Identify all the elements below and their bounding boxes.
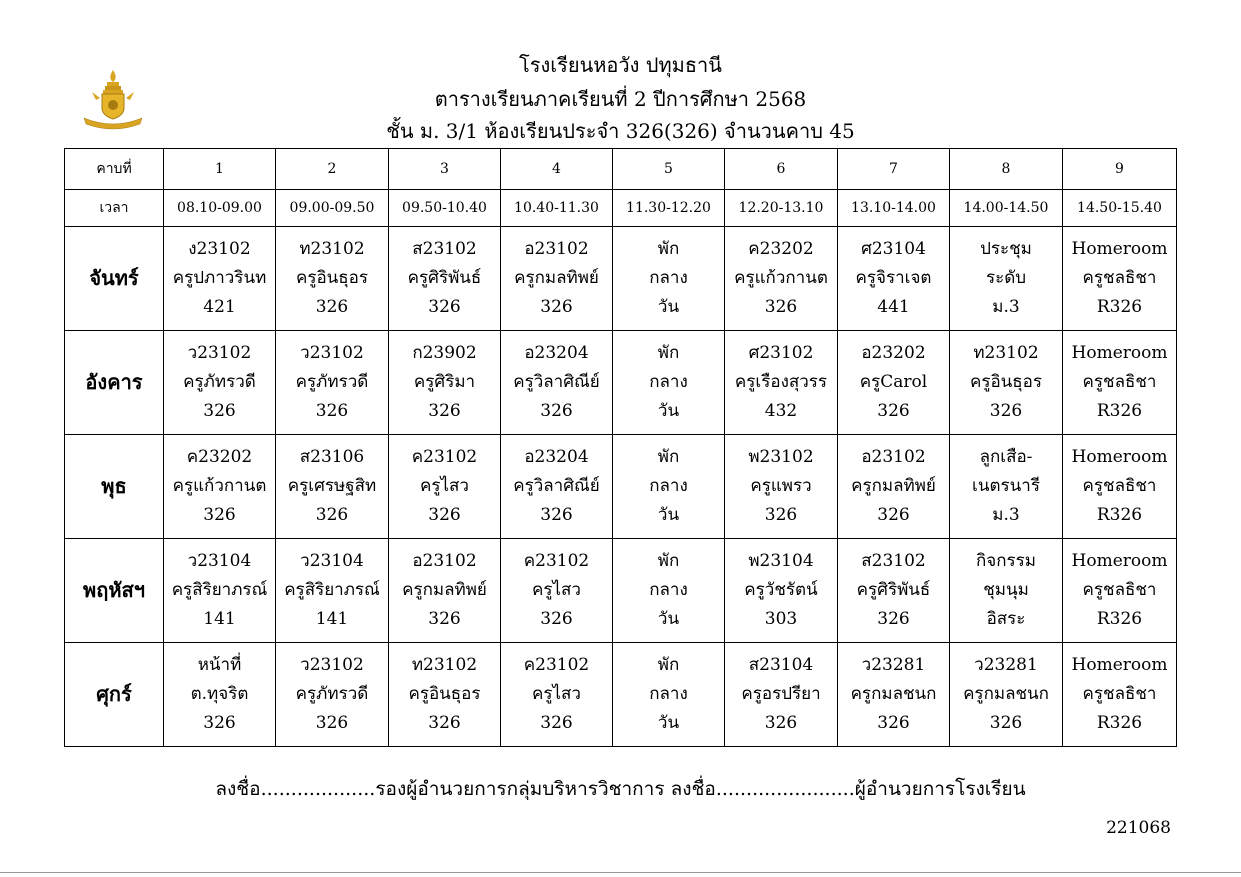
room-number: 326 [877, 609, 910, 629]
class-cell [613, 331, 725, 435]
class-cell [164, 227, 276, 331]
teacher-name: ต.ทุจริต [190, 684, 249, 704]
room-number: 326 [764, 505, 798, 525]
subject-code: ศ23102 [748, 343, 814, 363]
class-cell [276, 227, 389, 331]
teacher-name: ครูเศรษฐสิท [287, 476, 377, 496]
teacher-name: ครูวิลาศิณีย์ [513, 372, 600, 392]
room-number: 326 [540, 713, 573, 733]
class-cell [389, 539, 501, 643]
teacher-name: ครูไสว [420, 476, 469, 496]
room-number: R326 [1096, 505, 1143, 525]
room-number: 326 [428, 713, 461, 733]
day-name: พฤหัสฯ [65, 539, 164, 643]
class-cell [276, 331, 389, 435]
class-cell [501, 643, 613, 747]
class-cell [389, 331, 501, 435]
period-time: 08.10-09.00 [164, 190, 276, 227]
subject-code: ส23102 [861, 551, 926, 571]
timetable [64, 148, 1177, 747]
period-number: 2 [276, 149, 389, 190]
subject-code: อ23204 [524, 447, 589, 467]
subject-code: ค23102 [411, 447, 478, 467]
room-number: 141 [315, 609, 349, 629]
subject-code: ว23102 [187, 343, 252, 363]
room-number: 326 [764, 713, 798, 733]
class-cell [725, 539, 838, 643]
class-cell [276, 435, 389, 539]
subject-code: ท23102 [973, 343, 1039, 363]
class-cell [725, 331, 838, 435]
teacher-name: ครูแก้วกานต [734, 268, 828, 288]
period-row [65, 149, 1177, 190]
school-name: โรงเรียนหอวัง ปทุมธานี [519, 53, 722, 77]
period-number: 5 [613, 149, 725, 190]
room-number: 432 [764, 401, 798, 421]
subject-code: Homeroom [1071, 551, 1168, 571]
subject-code: ค23102 [523, 655, 590, 675]
period-time: 14.00-14.50 [950, 190, 1063, 227]
class-cell [950, 435, 1063, 539]
period-time: 13.10-14.00 [838, 190, 950, 227]
period-number: 4 [501, 149, 613, 190]
class-cell [950, 227, 1063, 331]
teacher-name: ครูภัทรวดี [183, 372, 256, 392]
room-number: R326 [1096, 713, 1143, 733]
room-number: R326 [1096, 297, 1143, 317]
room-number: วัน [657, 505, 680, 525]
period-number: 6 [725, 149, 838, 190]
room-number: 326 [540, 401, 573, 421]
period-number: 9 [1063, 149, 1177, 190]
teacher-name: ครูCarol [859, 372, 928, 392]
room-number: 326 [315, 505, 349, 525]
period-number: 3 [389, 149, 501, 190]
subject-code: ส23104 [748, 655, 814, 675]
room-number: 326 [428, 609, 461, 629]
subject-code: Homeroom [1071, 239, 1168, 259]
room-number: 326 [877, 505, 910, 525]
teacher-name: ครูเรืองสุวรร [734, 372, 828, 392]
teacher-name: ครูกมลชนก [850, 684, 937, 704]
class-cell [1063, 435, 1177, 539]
room-number: วัน [657, 713, 680, 733]
class-cell [501, 331, 613, 435]
teacher-name: กลาง [649, 268, 688, 288]
class-cell [838, 643, 950, 747]
room-number: 326 [315, 297, 349, 317]
class-cell [389, 643, 501, 747]
period-number: 1 [164, 149, 276, 190]
period-time: 11.30-12.20 [613, 190, 725, 227]
day-name: พุธ [65, 435, 164, 539]
class-cell [1063, 227, 1177, 331]
room-number: 326 [877, 401, 910, 421]
day-name: ศุกร์ [65, 643, 164, 747]
teacher-name: ครูกมลทิพย์ [851, 476, 936, 496]
period-number: 8 [950, 149, 1063, 190]
subject-code: ท23102 [299, 239, 365, 259]
teacher-name: ครูภัทรวดี [295, 684, 369, 704]
room-number: 326 [764, 297, 798, 317]
room-number: วัน [657, 401, 680, 421]
day-row [65, 643, 1177, 747]
room-number: 326 [203, 713, 236, 733]
subject-code: ว23104 [187, 551, 252, 571]
teacher-name: ครูศิริมา [413, 372, 476, 392]
subject-code: ท23102 [411, 655, 478, 675]
signature-line: ลงชื่อ...................รองผู้อำนวยการกลุ่มบริหารวิชาการ ลงชื่อ.......................ผู้อำนวยการโรงเรียน [215, 778, 1026, 800]
teacher-name: ครูไสว [532, 580, 581, 600]
room-number: 326 [540, 297, 573, 317]
subject-code: ค23102 [523, 551, 590, 571]
subject-code: Homeroom [1071, 447, 1168, 467]
period-time: 14.50-15.40 [1063, 190, 1177, 227]
subject-code: ประชุม [980, 239, 1032, 259]
subject-code: พัก [657, 343, 680, 363]
teacher-name: เนตรนารี [972, 476, 1040, 496]
teacher-name: ครูจิราเจต [855, 268, 932, 288]
teacher-name: ครูศิริพันธ์ [856, 580, 931, 600]
room-number: 326 [315, 401, 349, 421]
room-number: R326 [1096, 609, 1143, 629]
subject-code: พัก [657, 447, 680, 467]
subject-code: ศ23104 [861, 239, 926, 259]
class-cell [725, 643, 838, 747]
room-number: 326 [428, 401, 461, 421]
class-cell [613, 643, 725, 747]
class-cell [276, 539, 389, 643]
room-number: 441 [877, 297, 910, 317]
room-number: วัน [657, 297, 680, 317]
subject-code: หน้าที่ [197, 655, 242, 675]
room-number: 326 [540, 609, 573, 629]
room-number: 421 [203, 297, 236, 317]
teacher-name: กลาง [649, 372, 688, 392]
teacher-name: ครูแพรว [750, 476, 812, 496]
teacher-name: กลาง [649, 476, 688, 496]
teacher-name: ครูอินธุอร [408, 684, 481, 704]
subject-code: พัก [657, 551, 680, 571]
subject-code: ว23102 [300, 343, 364, 363]
teacher-name: ชุมนุม [983, 580, 1029, 600]
class-cell [501, 539, 613, 643]
subject-code: ว23281 [861, 655, 926, 675]
room-number: 326 [428, 505, 461, 525]
class-cell [838, 435, 950, 539]
subject-code: Homeroom [1071, 655, 1168, 675]
teacher-name: ครูสิริยาภรณ์ [171, 580, 268, 600]
subject-code: ว23102 [300, 655, 364, 675]
class-cell [1063, 643, 1177, 747]
bottom-rule [0, 872, 1241, 873]
teacher-name: ครูชลธิชา [1082, 580, 1157, 600]
teacher-name: ครูชลธิชา [1082, 476, 1157, 496]
subject-code: ค23202 [186, 447, 253, 467]
room-number: 326 [877, 713, 910, 733]
class-cell [389, 227, 501, 331]
subject-code: ส23106 [299, 447, 365, 467]
class-cell [164, 435, 276, 539]
room-number: 141 [203, 609, 236, 629]
subject-code: อ23204 [524, 343, 589, 363]
class-cell [501, 227, 613, 331]
teacher-name: ครูชลธิชา [1082, 684, 1157, 704]
period-time: 10.40-11.30 [501, 190, 613, 227]
subject-code: พ23104 [748, 551, 814, 571]
class-cell [1063, 539, 1177, 643]
subject-code: อ23102 [524, 239, 589, 259]
class-cell [164, 539, 276, 643]
day-name: อังคาร [65, 331, 164, 435]
day-row [65, 539, 1177, 643]
day-row [65, 435, 1177, 539]
period-time: 12.20-13.10 [725, 190, 838, 227]
document-code: 221068 [1106, 818, 1171, 838]
subject-code: กิจกรรม [975, 551, 1036, 571]
teacher-name: ครูอินธุอร [969, 372, 1043, 392]
subject-code: พัก [657, 655, 680, 675]
room-number: 326 [540, 505, 573, 525]
class-cell [838, 539, 950, 643]
class-cell [838, 331, 950, 435]
room-number: 326 [989, 713, 1023, 733]
teacher-name: ครูกมลชนก [963, 684, 1049, 704]
subject-code: ก23902 [412, 343, 477, 363]
room-number: ม.3 [992, 297, 1020, 317]
subject-code: พัก [657, 239, 680, 259]
room-number: อิสระ [986, 609, 1026, 629]
room-number: วัน [657, 609, 680, 629]
day-row [65, 227, 1177, 331]
class-cell [838, 227, 950, 331]
subject-code: ค23202 [748, 239, 814, 259]
room-number: 303 [764, 609, 798, 629]
period-time: 09.50-10.40 [389, 190, 501, 227]
subject-code: ว23104 [300, 551, 364, 571]
teacher-name: ครูชลธิชา [1082, 372, 1157, 392]
teacher-name: กลาง [649, 580, 688, 600]
class-cell [950, 331, 1063, 435]
subject-code: ง23102 [188, 239, 251, 259]
class-cell [389, 435, 501, 539]
teacher-name: ครูชลธิชา [1082, 268, 1157, 288]
class-info: ชั้น ม. 3/1 ห้องเรียนประจำ 326(326) จำนวนคาบ 45 [386, 119, 855, 143]
teacher-name: ครูสิริยาภรณ์ [284, 580, 380, 600]
term-title: ตารางเรียนภาคเรียนที่ 2 ปีการศึกษา 2568 [434, 87, 807, 111]
room-number: 326 [315, 713, 349, 733]
teacher-name: ครูปภาวรินท [172, 268, 267, 288]
class-cell [725, 227, 838, 331]
class-cell [725, 435, 838, 539]
time-row [65, 190, 1177, 227]
room-number: 326 [989, 401, 1023, 421]
teacher-name: กลาง [649, 684, 688, 704]
teacher-name: ครูกมลทิพย์ [514, 268, 599, 288]
class-cell [164, 331, 276, 435]
class-cell [1063, 331, 1177, 435]
teacher-name: ครูอรปรียา [741, 684, 821, 704]
class-cell [164, 643, 276, 747]
teacher-name: ระดับ [985, 268, 1027, 288]
teacher-name: ครูกมลทิพย์ [402, 580, 487, 600]
subject-code: พ23102 [748, 447, 814, 467]
teacher-name: ครูศิริพันธ์ [407, 268, 482, 288]
room-number: R326 [1096, 401, 1143, 421]
subject-code: อ23102 [412, 551, 477, 571]
subject-code: ว23281 [974, 655, 1038, 675]
class-cell [276, 643, 389, 747]
class-cell [613, 435, 725, 539]
room-number: ม.3 [992, 505, 1020, 525]
room-number: 326 [428, 297, 461, 317]
room-number: 326 [203, 505, 236, 525]
teacher-name: ครูวัชรัตน์ [744, 580, 818, 600]
teacher-name: ครูภัทรวดี [295, 372, 369, 392]
subject-code: ส23102 [412, 239, 477, 259]
class-cell [950, 539, 1063, 643]
subject-code: อ23202 [861, 343, 926, 363]
class-cell [501, 435, 613, 539]
period-number: 7 [838, 149, 950, 190]
teacher-name: ครูแก้วกานต [172, 476, 267, 496]
day-name: จันทร์ [65, 227, 164, 331]
subject-code: อ23102 [861, 447, 926, 467]
time-label: เวลา [65, 190, 164, 227]
period-time: 09.00-09.50 [276, 190, 389, 227]
subject-code: Homeroom [1071, 343, 1168, 363]
subject-code: ลูกเสือ- [979, 447, 1033, 467]
teacher-name: ครูไสว [532, 684, 581, 704]
teacher-name: ครูอินธุอร [295, 268, 369, 288]
period-label: คาบที่ [65, 149, 164, 190]
teacher-name: ครูวิลาศิณีย์ [513, 476, 600, 496]
day-row [65, 331, 1177, 435]
room-number: 326 [203, 401, 236, 421]
class-cell [613, 539, 725, 643]
class-cell [950, 643, 1063, 747]
class-cell [613, 227, 725, 331]
